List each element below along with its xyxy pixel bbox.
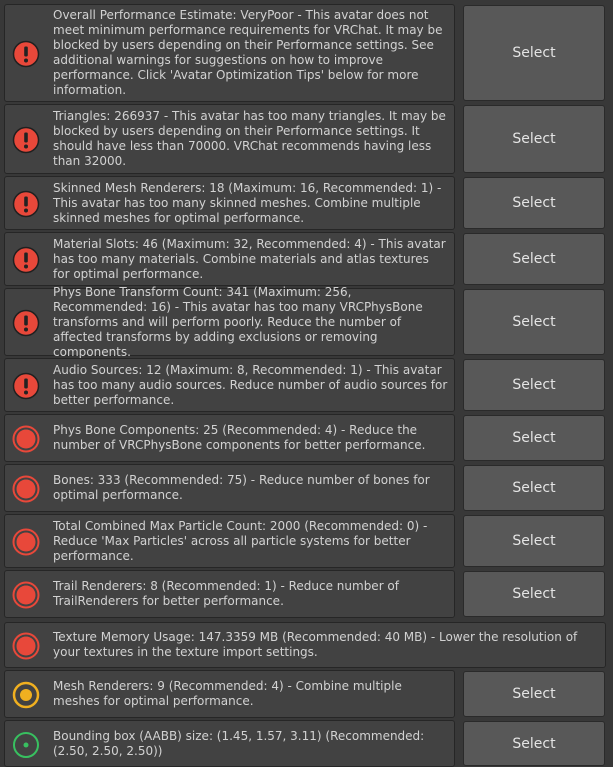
validation-message	[4, 176, 455, 230]
select-button[interactable]: Select	[463, 721, 605, 766]
error-circle-icon	[12, 581, 40, 609]
validation-message	[4, 358, 455, 412]
select-button[interactable]: Select	[463, 359, 605, 411]
validation-message-text: Bounding box (AABB) size: (1.45, 1.57, 3.11) (Recommended: (2.50, 2.50, 2.50))	[53, 728, 425, 758]
validation-message-text: Phys Bone Components: 25 (Recommended: 4) - Reduce the number of VRCPhysBone components for better performance.	[53, 423, 426, 452]
warning-circle-icon	[12, 681, 40, 709]
validation-message-text: Skinned Mesh Renderers: 18 (Maximum: 16, Recommended: 1) - This avatar has too many skinned meshes. Combine multiple skinned meshes for optimal performance.	[53, 180, 442, 225]
select-button[interactable]: Select	[463, 515, 605, 567]
error-circle-icon	[12, 425, 40, 453]
validation-message-text: Bones: 333 (Recommended: 75) - Reduce number of bones for optimal performance.	[53, 473, 430, 502]
validation-message	[4, 414, 455, 462]
select-button[interactable]: Select	[463, 415, 605, 461]
validation-message	[4, 464, 455, 512]
validation-message	[4, 514, 455, 568]
validation-message	[4, 622, 606, 668]
select-button[interactable]: Select	[463, 289, 605, 355]
validation-message-text: Material Slots: 46 (Maximum: 32, Recommended: 4) - This avatar has too many materials. Combine materials and atlas textures for optimal performance.	[53, 236, 446, 281]
select-button[interactable]: Select	[463, 105, 605, 173]
validation-message-text: Mesh Renderers: 9 (Recommended: 4) - Combine multiple meshes for optimal performance.	[53, 679, 402, 708]
validation-message-text: Phys Bone Transform Count: 341 (Maximum: 256, Recommended: 16) - This avatar has too many VRCPhysBone transforms and will perform poorly. Reduce the number of affected transforms by adding exclusions or removing components.	[53, 284, 423, 359]
select-button[interactable]: Select	[463, 671, 605, 717]
validation-message	[4, 284, 455, 359]
error-exclamation-icon	[12, 246, 40, 274]
error-circle-icon	[12, 528, 40, 556]
select-button[interactable]: Select	[463, 233, 605, 285]
validation-message	[4, 570, 455, 618]
error-exclamation-icon	[12, 126, 40, 154]
validation-message	[4, 4, 455, 102]
validation-message-text: Texture Memory Usage: 147.3359 MB (Recommended: 40 MB) - Lower the resolution of your textures in the texture import settings.	[53, 630, 578, 659]
error-exclamation-icon	[12, 372, 40, 400]
validation-message-text: Overall Performance Estimate: VeryPoor - This avatar does not meet minimum performance requirements for VRChat. It may be blocked by users depending on their Performance settings. See additional warnings for suggestions on how to improve performance. Click 'Avatar Optimization Tips' below for more information.	[53, 8, 443, 97]
validation-message	[4, 670, 455, 718]
error-exclamation-icon	[12, 190, 40, 218]
error-exclamation-icon	[12, 309, 40, 337]
validation-message	[4, 720, 455, 767]
validation-message-text: Trail Renderers: 8 (Recommended: 1) - Reduce number of TrailRenderers for better performance.	[53, 579, 400, 608]
error-exclamation-icon	[12, 40, 40, 68]
select-button[interactable]: Select	[463, 571, 605, 617]
select-button[interactable]: Select	[463, 465, 605, 511]
error-circle-icon	[12, 632, 40, 660]
select-button[interactable]: Select	[463, 177, 605, 229]
validation-message-text: Total Combined Max Particle Count: 2000 (Recommended: 0) - Reduce 'Max Particles' across all particle systems for better performance.	[53, 518, 428, 563]
error-circle-icon	[12, 475, 40, 503]
validation-message-text: Triangles: 266937 - This avatar has too many triangles. It may be blocked by users depending on their Performance settings. It should have less than 70000. VRChat recommends having less than 32000.	[53, 109, 446, 168]
validation-message-text: Audio Sources: 12 (Maximum: 8, Recommended: 1) - This avatar has too many audio sources. Reduce number of audio sources for better performance.	[53, 362, 448, 407]
select-button[interactable]: Select	[463, 5, 605, 101]
ok-circle-icon	[12, 731, 40, 759]
validation-message	[4, 232, 455, 286]
validation-message	[4, 104, 455, 174]
